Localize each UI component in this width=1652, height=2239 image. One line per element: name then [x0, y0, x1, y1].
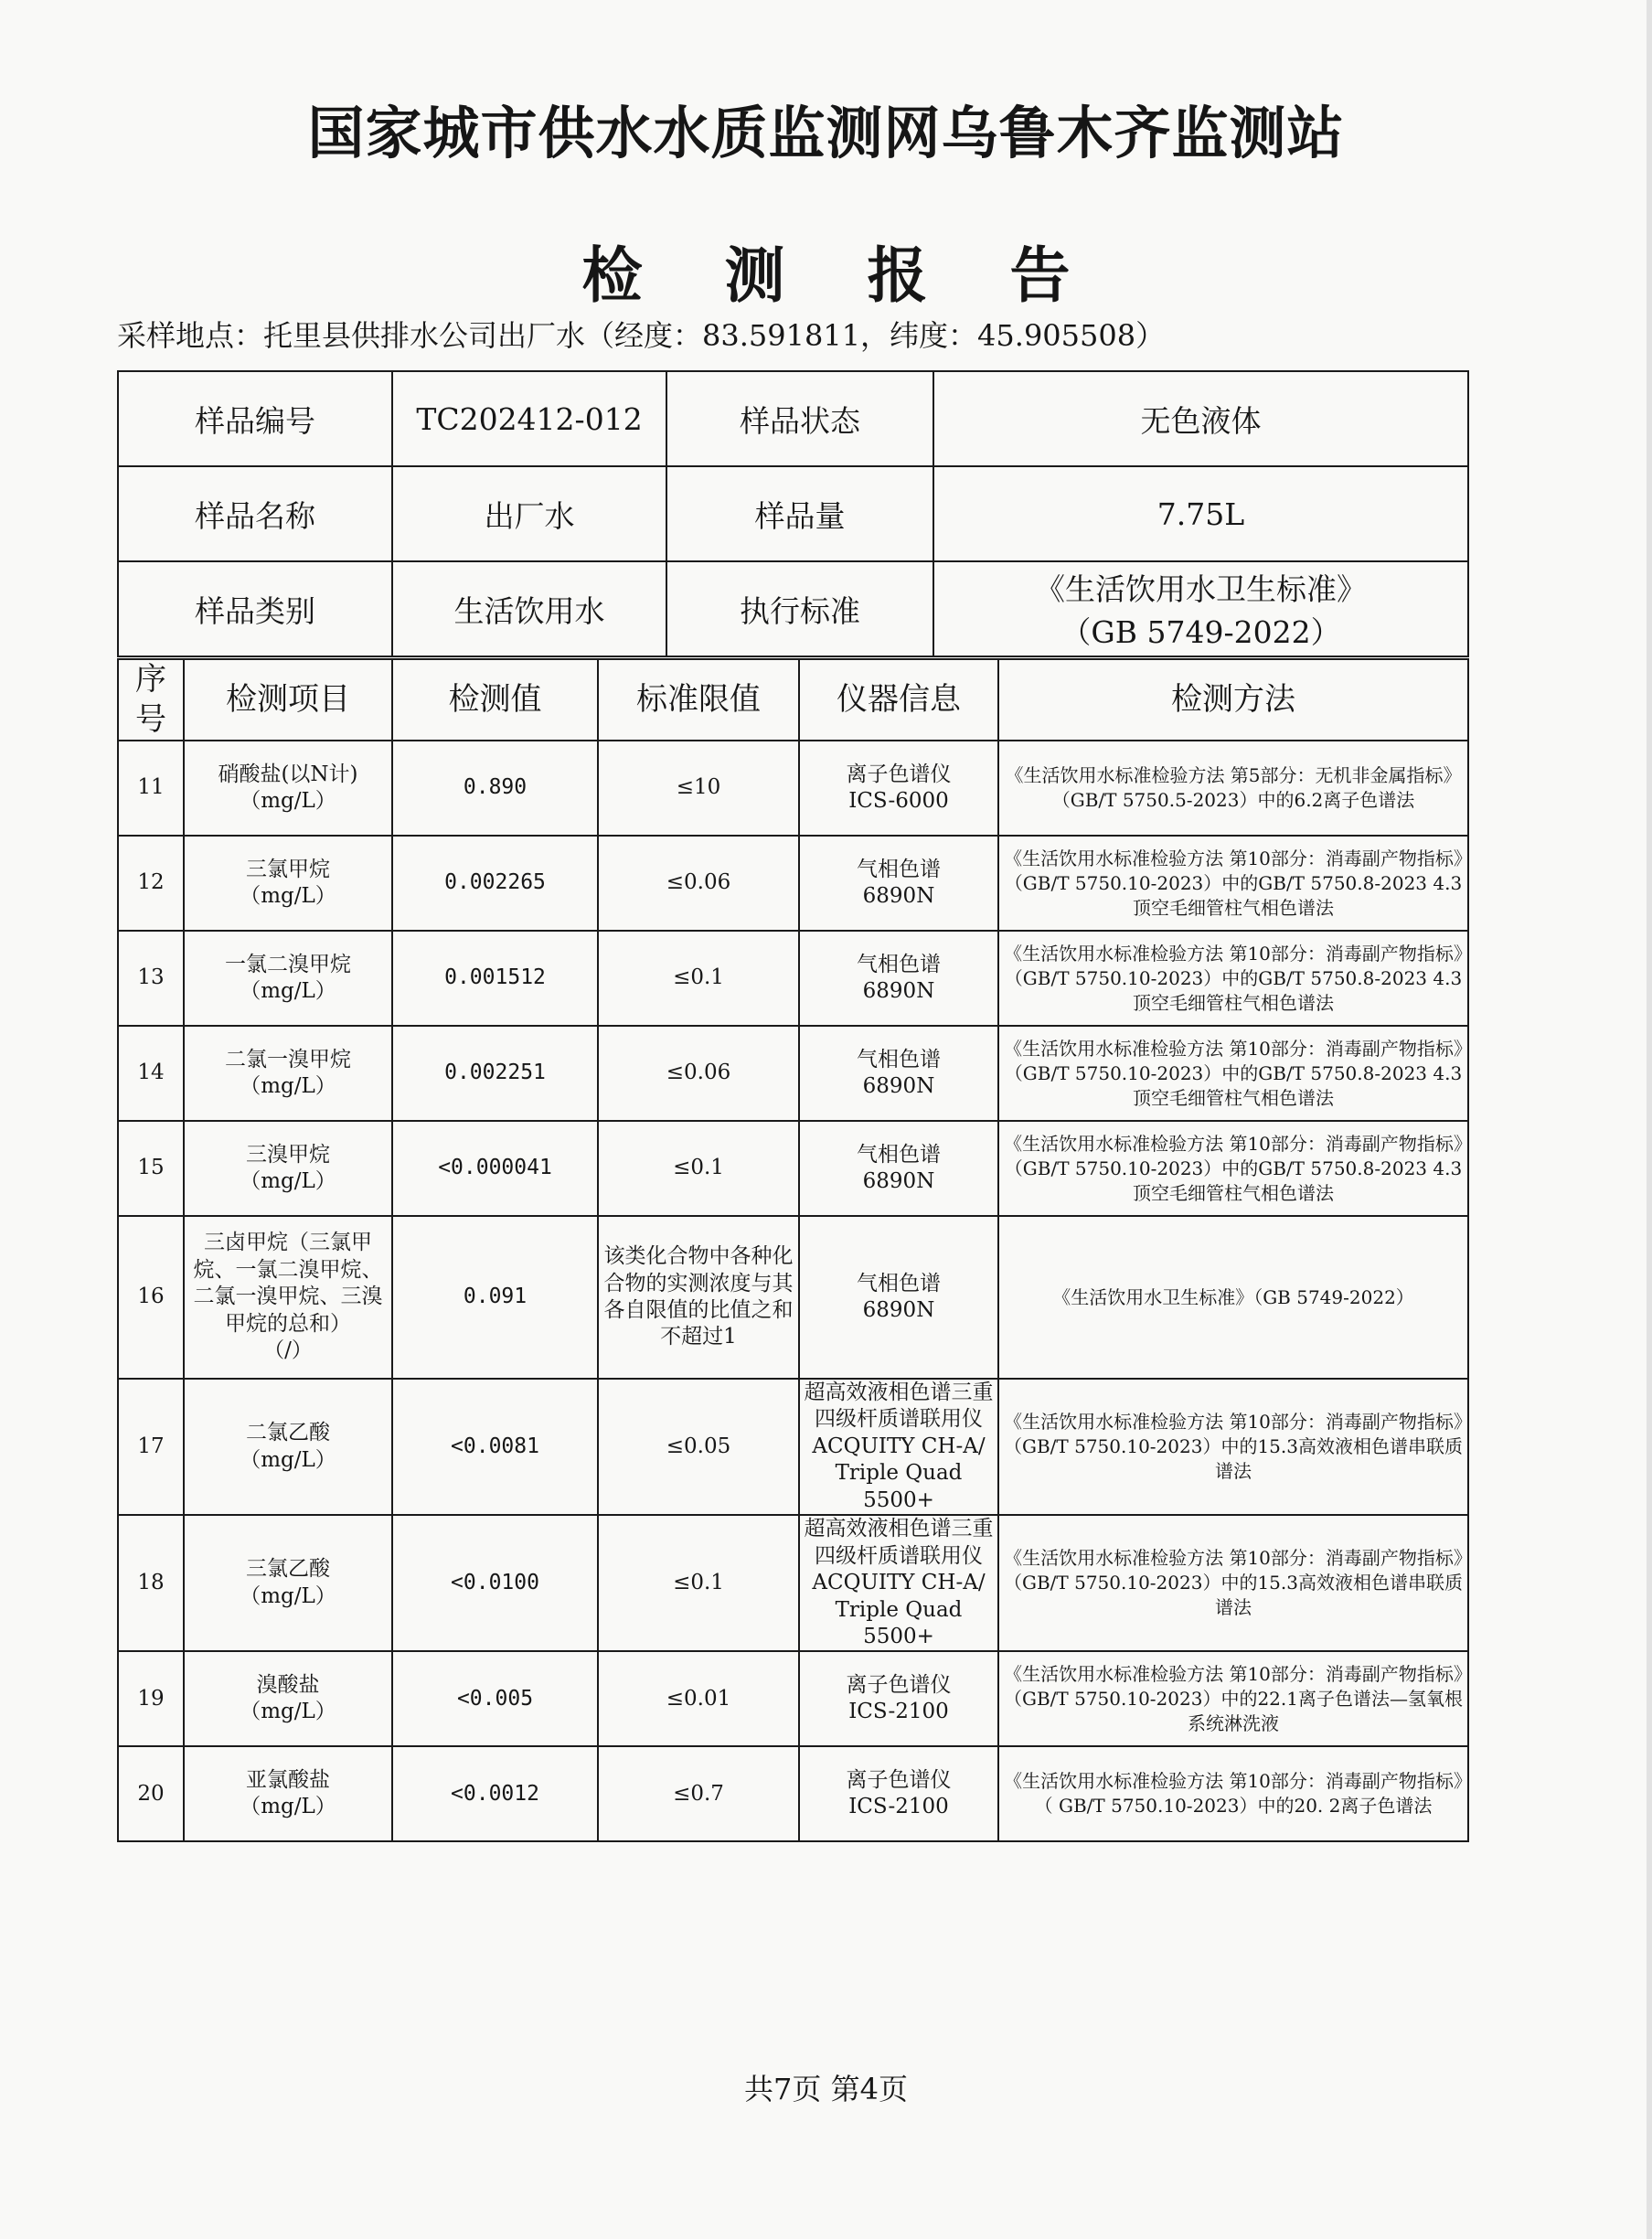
test-method: 《生活饮用水标准检验方法 第10部分：消毒副产物指标》（GB/T 5750.10-2023）中的15.3高效液相色谱串联质谱法 — [998, 1515, 1468, 1651]
table-row — [118, 1026, 1468, 1121]
table-row — [118, 1379, 1468, 1515]
test-item: 三氯乙酸 （mg/L） — [184, 1515, 392, 1651]
row-number: 12 — [118, 836, 184, 931]
test-method: 《生活饮用水标准检验方法 第10部分：消毒副产物指标》（GB/T 5750.10-2023）中的GB/T 5750.8-2023 4.3顶空毛细管柱气相色谱法 — [998, 1026, 1468, 1121]
column-header: 检测值 — [392, 659, 598, 741]
sample-info-table — [117, 370, 1469, 657]
test-value: <0.000041 — [392, 1121, 598, 1216]
info-value: 无色液体 — [933, 371, 1468, 466]
table-row — [118, 1216, 1468, 1379]
test-item: 三氯甲烷 （mg/L） — [184, 836, 392, 931]
column-header: 标准限值 — [598, 659, 799, 741]
info-row — [118, 561, 1468, 656]
table-row — [118, 1121, 1468, 1216]
column-header: 检测方法 — [998, 659, 1468, 741]
standard-limit: ≤0.1 — [598, 1515, 799, 1651]
test-value: <0.0012 — [392, 1746, 598, 1841]
standard-limit: ≤0.01 — [598, 1651, 799, 1746]
test-item: 二氯一溴甲烷 （mg/L） — [184, 1026, 392, 1121]
report-title: 检测报告 — [581, 240, 1153, 311]
info-label: 样品状态 — [666, 371, 933, 466]
test-method: 《生活饮用水标准检验方法 第10部分：消毒副产物指标》（GB/T 5750.10-2023）中的GB/T 5750.8-2023 4.3顶空毛细管柱气相色谱法 — [998, 836, 1468, 931]
test-item: 二氯乙酸 （mg/L） — [184, 1379, 392, 1515]
table-row — [118, 836, 1468, 931]
row-number: 18 — [118, 1515, 184, 1651]
test-value: <0.0081 — [392, 1379, 598, 1515]
test-value: 0.091 — [392, 1216, 598, 1379]
standard-limit: ≤0.1 — [598, 1121, 799, 1216]
scan-edge — [1647, 0, 1652, 2239]
info-label: 样品名称 — [118, 466, 392, 561]
instrument-info: 气相色谱 6890N — [799, 836, 998, 931]
info-row — [118, 466, 1468, 561]
test-method: 《生活饮用水标准检验方法 第5部分：无机非金属指标》（GB/T 5750.5-2023）中的6.2离子色谱法 — [998, 741, 1468, 836]
table-row — [118, 1746, 1468, 1841]
table-row — [118, 1515, 1468, 1651]
test-item: 三溴甲烷 （mg/L） — [184, 1121, 392, 1216]
column-header: 序号 — [118, 659, 184, 741]
info-value: TC202412-012 — [392, 371, 666, 466]
test-value: 0.001512 — [392, 931, 598, 1026]
row-number: 19 — [118, 1651, 184, 1746]
test-value: <0.0100 — [392, 1515, 598, 1651]
test-value: <0.005 — [392, 1651, 598, 1746]
table-row — [118, 741, 1468, 836]
info-label: 执行标准 — [666, 561, 933, 656]
standard-limit: ≤0.7 — [598, 1746, 799, 1841]
info-value: 《生活饮用水卫生标准》 （GB 5749-2022） — [933, 561, 1468, 656]
standard-limit: ≤0.1 — [598, 931, 799, 1026]
instrument-info: 超高效液相色谱三重四级杆质谱联用仪 ACQUITY CH-A/ Triple Quad 5500+ — [799, 1515, 998, 1651]
info-row — [118, 371, 1468, 466]
instrument-info: 气相色谱 6890N — [799, 1121, 998, 1216]
sampling-location: 采样地点：托里县供排水公司出厂水（经度：83.591811，纬度：45.905508） — [117, 318, 1166, 353]
test-item: 溴酸盐 （mg/L） — [184, 1651, 392, 1746]
standard-limit: ≤0.06 — [598, 836, 799, 931]
test-item: 硝酸盐(以N计) （mg/L） — [184, 741, 392, 836]
organization-title: 国家城市供水水质监测网乌鲁木齐监测站 — [307, 100, 1345, 166]
info-value: 生活饮用水 — [392, 561, 666, 656]
table-row — [118, 931, 1468, 1026]
row-number: 20 — [118, 1746, 184, 1841]
instrument-info: 离子色谱仪 ICS-2100 — [799, 1651, 998, 1746]
instrument-info: 超高效液相色谱三重四级杆质谱联用仪 ACQUITY CH-A/ Triple Quad 5500+ — [799, 1379, 998, 1515]
standard-limit: ≤0.05 — [598, 1379, 799, 1515]
row-number: 11 — [118, 741, 184, 836]
test-item: 亚氯酸盐 （mg/L） — [184, 1746, 392, 1841]
test-item: 一氯二溴甲烷 （mg/L） — [184, 931, 392, 1026]
test-method: 《生活饮用水标准检验方法 第10部分：消毒副产物指标》（GB/T 5750.10-2023）中的22.1离子色谱法—氢氧根系统淋洗液 — [998, 1651, 1468, 1746]
row-number: 16 — [118, 1216, 184, 1379]
standard-limit: ≤0.06 — [598, 1026, 799, 1121]
table-row — [118, 1651, 1468, 1746]
info-label: 样品类别 — [118, 561, 392, 656]
column-header: 仪器信息 — [799, 659, 998, 741]
instrument-info: 气相色谱 6890N — [799, 931, 998, 1026]
test-value: 0.002265 — [392, 836, 598, 931]
page-number: 共7页 第4页 — [744, 2072, 908, 2106]
results-header-row — [118, 659, 1468, 741]
test-method: 《生活饮用水标准检验方法 第10部分：消毒副产物指标》（GB/T 5750.10-2023）中的15.3高效液相色谱串联质谱法 — [998, 1379, 1468, 1515]
info-label: 样品编号 — [118, 371, 392, 466]
info-value: 出厂水 — [392, 466, 666, 561]
results-table — [117, 658, 1469, 1842]
test-item: 三卤甲烷（三氯甲烷、一氯二溴甲烷、二氯一溴甲烷、三溴甲烷的总和） （/） — [184, 1216, 392, 1379]
instrument-info: 离子色谱仪 ICS-6000 — [799, 741, 998, 836]
row-number: 14 — [118, 1026, 184, 1121]
row-number: 17 — [118, 1379, 184, 1515]
test-method: 《生活饮用水卫生标准》（GB 5749-2022） — [998, 1216, 1468, 1379]
test-method: 《生活饮用水标准检验方法 第10部分：消毒副产物指标》（GB/T 5750.10-2023）中的GB/T 5750.8-2023 4.3顶空毛细管柱气相色谱法 — [998, 1121, 1468, 1216]
test-method: 《生活饮用水标准检验方法 第10部分：消毒副产物指标》（ GB/T 5750.10-2023）中的20. 2离子色谱法 — [998, 1746, 1468, 1841]
test-method: 《生活饮用水标准检验方法 第10部分：消毒副产物指标》（GB/T 5750.10-2023）中的GB/T 5750.8-2023 4.3顶空毛细管柱气相色谱法 — [998, 931, 1468, 1026]
instrument-info: 气相色谱 6890N — [799, 1216, 998, 1379]
info-label: 样品量 — [666, 466, 933, 561]
standard-limit: ≤10 — [598, 741, 799, 836]
standard-limit: 该类化合物中各种化合物的实测浓度与其各自限值的比值之和不超过1 — [598, 1216, 799, 1379]
row-number: 15 — [118, 1121, 184, 1216]
info-value: 7.75L — [933, 466, 1468, 561]
test-value: 0.002251 — [392, 1026, 598, 1121]
test-value: 0.890 — [392, 741, 598, 836]
instrument-info: 气相色谱 6890N — [799, 1026, 998, 1121]
instrument-info: 离子色谱仪 ICS-2100 — [799, 1746, 998, 1841]
row-number: 13 — [118, 931, 184, 1026]
column-header: 检测项目 — [184, 659, 392, 741]
